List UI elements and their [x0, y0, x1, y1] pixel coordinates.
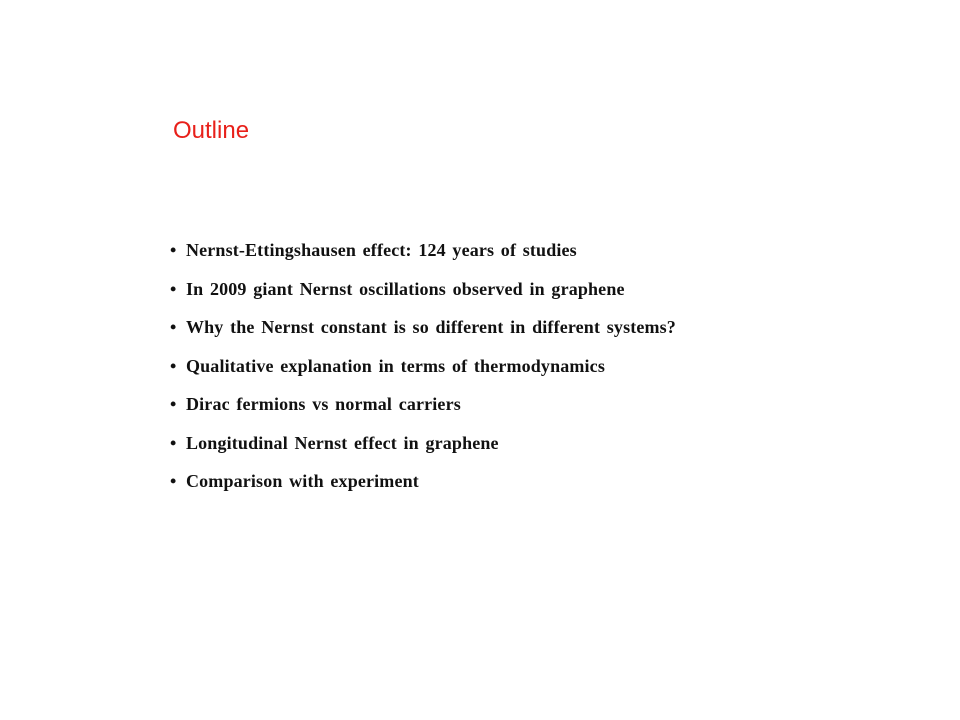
list-item-text: Nernst-Ettingshausen effect: 124 years of studies: [186, 240, 577, 260]
bullet-icon: •: [170, 394, 177, 414]
list-item: [170, 354, 676, 393]
list-item-text: Comparison with experiment: [186, 471, 419, 491]
bullet-icon: •: [170, 278, 177, 299]
list-item: [170, 469, 676, 508]
list-item: [170, 392, 676, 431]
list-item-text: Qualitative explanation in terms of thermodynamics: [186, 355, 605, 376]
list-item: [170, 238, 676, 277]
list-item: [170, 277, 676, 316]
bullet-icon: •: [170, 432, 177, 453]
list-item-text: Dirac fermions vs normal carriers: [186, 394, 461, 414]
slide-title: Outline: [173, 117, 250, 144]
list-item-text: Longitudinal Nernst effect in graphene: [186, 432, 499, 453]
list-item-text: Why the Nernst constant is so different in different systems?: [186, 317, 676, 337]
outline-list: [170, 238, 676, 508]
bullet-icon: •: [170, 355, 177, 376]
list-item: [170, 315, 676, 354]
list-item: [170, 431, 676, 470]
bullet-icon: •: [170, 317, 177, 337]
list-item-text: In 2009 giant Nernst oscillations observed in graphene: [186, 278, 625, 299]
bullet-icon: •: [170, 240, 177, 260]
bullet-icon: •: [170, 471, 177, 491]
